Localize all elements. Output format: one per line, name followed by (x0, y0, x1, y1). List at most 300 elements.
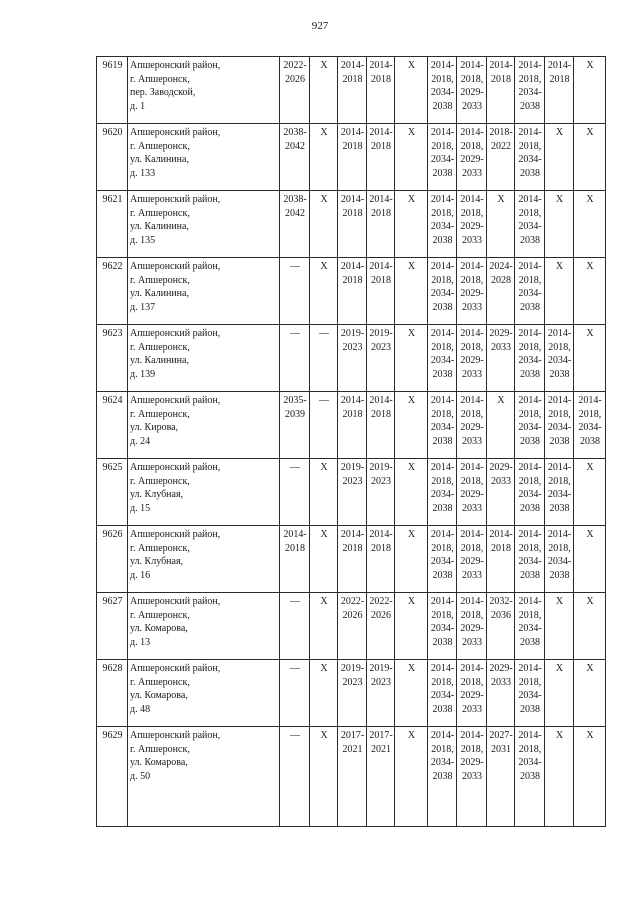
period-line: 2018, (431, 475, 454, 487)
period-line: X (586, 127, 594, 138)
period-line: 2018 (371, 73, 391, 85)
period-cell (395, 727, 428, 827)
period-line: 2018, (578, 408, 602, 420)
period-line: 2018, (548, 542, 571, 554)
address-line: Апшеронский район, (130, 529, 221, 540)
period-cell (428, 392, 457, 459)
period-cell (457, 191, 487, 258)
period-cell (574, 124, 606, 191)
period-cell (574, 459, 606, 526)
period-line: 2038 (580, 435, 600, 447)
period-line: 2018, (518, 609, 542, 621)
period-line: 2014- (340, 60, 365, 71)
period-line: 2034- (518, 623, 542, 634)
address-line: г. Апшеронск, (130, 274, 190, 286)
period-line: X (320, 663, 328, 674)
period-line: 2029- (460, 690, 484, 701)
period-line: X (555, 194, 564, 205)
period-line: 2031 (491, 743, 511, 755)
period-line: 2018- (489, 127, 513, 138)
address-cell (128, 660, 280, 727)
address-cell (128, 459, 280, 526)
period-line: 2038 (520, 636, 540, 648)
period-cell (487, 593, 515, 660)
period-line: — (290, 663, 300, 674)
address-line: ул. Комарова, (130, 690, 188, 701)
period-line: 2019- (340, 663, 365, 674)
period-cell (395, 124, 428, 191)
period-line: 2014- (430, 261, 455, 272)
period-cell (395, 325, 428, 392)
period-line: 2027- (489, 730, 513, 741)
period-line: 2034- (430, 87, 455, 98)
period-line: 2029- (460, 623, 484, 634)
row-number-cell: 9623 (97, 325, 128, 392)
period-cell (487, 258, 515, 325)
table-row (97, 191, 606, 258)
period-line: 2014- (430, 730, 455, 741)
period-line: 2021 (342, 743, 363, 755)
period-cell (428, 258, 457, 325)
address-line: Апшеронский район, (130, 596, 221, 607)
period-cell (545, 459, 574, 526)
period-line: 2038 (549, 502, 570, 514)
period-line: 2014- (547, 395, 572, 406)
period-cell (457, 57, 487, 124)
period-cell (457, 727, 487, 827)
period-line: 2018, (431, 341, 454, 353)
period-line: 2029- (460, 489, 484, 500)
period-cell (395, 258, 428, 325)
period-line: 2038 (549, 435, 570, 447)
period-line: 2018 (342, 207, 363, 219)
period-line: 2019- (369, 462, 393, 473)
address-line: ул. Калинина, (130, 355, 189, 366)
period-line: 2033 (491, 341, 511, 353)
period-line: X (320, 462, 328, 473)
period-cell (574, 727, 606, 827)
period-line: 2014- (460, 529, 484, 540)
period-line: 2018 (342, 73, 363, 85)
period-line: 2038 (432, 569, 453, 581)
period-line: 2038 (520, 502, 540, 514)
table-row (97, 526, 606, 593)
period-line: 2014- (369, 60, 393, 71)
period-cell (428, 727, 457, 827)
period-line: 2033 (462, 301, 482, 313)
address-line: г. Апшеронск, (130, 676, 190, 688)
period-line: 2014- (430, 194, 455, 205)
period-line: 2038- (283, 194, 307, 205)
period-cell (367, 459, 395, 526)
row-number-cell: 9625 (97, 459, 128, 526)
period-line: 2019- (369, 328, 393, 339)
period-line: 2038 (432, 100, 453, 112)
table-row (97, 727, 606, 827)
period-cell (457, 392, 487, 459)
address-line: ул. Комарова, (130, 757, 188, 768)
period-line: 2034- (518, 757, 542, 768)
period-line: 2026 (342, 609, 363, 621)
period-cell (280, 258, 310, 325)
period-line: 2038 (520, 301, 540, 313)
period-line: 2034- (430, 690, 455, 701)
period-line: X (497, 194, 505, 205)
period-line: 2014- (369, 529, 393, 540)
row-number-cell: 9626 (97, 526, 128, 593)
period-cell (574, 325, 606, 392)
period-cell (574, 660, 606, 727)
address-cell (128, 593, 280, 660)
period-line: 2034- (547, 556, 572, 567)
row-number-cell: 9622 (97, 258, 128, 325)
period-line: 2033 (462, 100, 482, 112)
period-line: 2018, (460, 207, 484, 219)
period-line: 2018, (431, 743, 454, 755)
period-cell (487, 191, 515, 258)
period-line: 2034- (518, 690, 542, 701)
period-line: X (407, 529, 416, 540)
period-line: X (555, 596, 564, 607)
address-line: г. Апшеронск, (130, 341, 190, 353)
period-line: 2018, (460, 140, 484, 152)
period-cell (515, 57, 545, 124)
period-cell (280, 727, 310, 827)
period-line: 2018, (518, 408, 542, 420)
address-line: Апшеронский район, (130, 127, 221, 138)
period-cell (280, 660, 310, 727)
period-line: 2033 (462, 167, 482, 179)
period-line: X (586, 462, 594, 473)
address-line: Апшеронский район, (130, 261, 221, 272)
period-line: 2038 (432, 301, 453, 313)
period-line: 2038 (520, 167, 540, 179)
period-line: 2014- (460, 60, 484, 71)
period-line: 2028 (491, 274, 511, 286)
period-line: 2042 (285, 207, 305, 219)
address-cell (128, 258, 280, 325)
period-line: 2033 (462, 770, 482, 782)
period-line: 2023 (342, 676, 363, 688)
period-line: 2014- (518, 395, 542, 406)
table-row (97, 392, 606, 459)
period-cell (574, 392, 606, 459)
period-cell (338, 325, 367, 392)
period-line: X (320, 60, 328, 71)
period-line: 2034- (518, 154, 542, 165)
period-line: 2018 (491, 542, 511, 554)
address-line: д. 137 (130, 301, 156, 313)
period-line: 2018, (460, 408, 484, 420)
period-cell (367, 124, 395, 191)
period-cell (338, 459, 367, 526)
period-line: 2014- (518, 261, 542, 272)
period-line: 2029- (460, 87, 484, 98)
period-line: 2014- (340, 194, 365, 205)
period-cell (428, 325, 457, 392)
period-line: 2033 (462, 502, 482, 514)
period-line: 2017- (369, 730, 393, 741)
period-line: 2034- (430, 422, 455, 433)
period-line: 2034- (430, 221, 455, 232)
period-cell (457, 660, 487, 727)
period-line: 2019- (340, 462, 365, 473)
period-cell (310, 57, 338, 124)
period-cell (338, 57, 367, 124)
period-line: 2023 (371, 676, 391, 688)
period-line: 2014- (430, 60, 455, 71)
address-line: ул. Клубная, (130, 489, 184, 500)
period-cell (395, 593, 428, 660)
period-cell (515, 325, 545, 392)
period-line: — (319, 395, 329, 406)
period-cell (574, 593, 606, 660)
period-line: 2034- (430, 355, 455, 366)
period-line: X (586, 194, 594, 205)
period-line: 2014- (430, 529, 455, 540)
period-cell (338, 660, 367, 727)
period-line: 2014- (460, 395, 484, 406)
period-cell (428, 191, 457, 258)
row-number-cell: 9624 (97, 392, 128, 459)
table-row (97, 258, 606, 325)
period-line: 2018, (431, 609, 454, 621)
period-line: X (407, 395, 416, 406)
period-line: 2038 (520, 770, 540, 782)
period-cell (338, 727, 367, 827)
period-line: 2014- (547, 60, 572, 71)
period-line: — (290, 730, 300, 741)
period-line: 2023 (342, 341, 363, 353)
period-line: 2014- (518, 194, 542, 205)
address-line: д. 48 (130, 703, 151, 715)
period-cell (545, 124, 574, 191)
period-line: X (497, 395, 505, 406)
period-line: X (586, 261, 594, 272)
period-line: 2034- (518, 422, 542, 433)
period-cell (487, 727, 515, 827)
period-line: 2014- (547, 462, 572, 473)
address-cell (128, 57, 280, 124)
period-line: 2018, (518, 743, 542, 755)
period-line: 2018 (549, 73, 570, 85)
period-line: 2019- (369, 663, 393, 674)
period-line: 2038 (520, 569, 540, 581)
address-line: Апшеронский район, (130, 395, 221, 406)
period-line: 2034- (578, 422, 602, 433)
period-line: 2034- (430, 288, 455, 299)
period-cell (395, 660, 428, 727)
period-cell (367, 526, 395, 593)
period-line: 2022- (340, 596, 365, 607)
building-registry-table (96, 56, 606, 827)
period-line: 2014- (430, 395, 455, 406)
period-cell (574, 258, 606, 325)
period-cell (457, 124, 487, 191)
period-cell (395, 57, 428, 124)
period-line: 2018, (518, 274, 542, 286)
period-cell (395, 392, 428, 459)
period-line: 2014- (369, 261, 393, 272)
address-line: Апшеронский район, (130, 663, 221, 674)
address-line: г. Апшеронск, (130, 73, 190, 85)
row-number-cell: 9619 (97, 57, 128, 124)
row-number-cell: 9627 (97, 593, 128, 660)
period-cell (367, 191, 395, 258)
period-line: 2038 (432, 703, 453, 715)
period-cell (487, 325, 515, 392)
period-line: 2018 (285, 542, 305, 554)
address-line: ул. Калинина, (130, 154, 189, 165)
period-line: X (407, 462, 416, 473)
period-cell (487, 124, 515, 191)
period-line: 2038 (432, 770, 453, 782)
period-line: 2014- (518, 127, 542, 138)
period-line: 2032- (489, 596, 513, 607)
period-cell (545, 57, 574, 124)
period-cell (428, 459, 457, 526)
period-line: 2034- (518, 355, 542, 366)
period-line: 2014- (489, 529, 513, 540)
period-cell (280, 526, 310, 593)
period-line: 2026 (285, 73, 305, 85)
address-line: Апшеронский район, (130, 60, 221, 71)
period-line: X (407, 328, 416, 339)
period-line: 2018, (460, 542, 484, 554)
address-line: г. Апшеронск, (130, 207, 190, 219)
period-line: X (320, 194, 328, 205)
period-cell (310, 727, 338, 827)
period-cell (515, 727, 545, 827)
period-line: X (320, 127, 328, 138)
period-cell (545, 727, 574, 827)
period-cell (457, 593, 487, 660)
period-line: 2014- (369, 127, 393, 138)
period-line: X (555, 261, 564, 272)
period-line: 2018, (431, 73, 454, 85)
period-line: X (555, 663, 564, 674)
period-line: 2014- (430, 127, 455, 138)
period-cell (457, 459, 487, 526)
period-line: 2018, (548, 341, 571, 353)
period-line: 2014- (518, 730, 542, 741)
period-line: X (320, 261, 328, 272)
period-cell (457, 258, 487, 325)
period-cell (367, 593, 395, 660)
period-cell (515, 459, 545, 526)
period-line: 2029- (489, 462, 513, 473)
address-line: Апшеронский район, (130, 328, 221, 339)
period-line: 2034- (430, 154, 455, 165)
period-line: 2014- (430, 596, 455, 607)
period-cell (545, 526, 574, 593)
period-line: 2029- (460, 422, 484, 433)
period-line: X (586, 328, 594, 339)
period-cell (515, 392, 545, 459)
period-line: 2018 (342, 408, 363, 420)
period-cell (367, 325, 395, 392)
period-line: 2029- (489, 328, 513, 339)
period-cell (280, 191, 310, 258)
period-line: 2014- (460, 127, 484, 138)
period-line: X (586, 60, 594, 71)
address-line: г. Апшеронск, (130, 140, 190, 152)
address-cell (128, 392, 280, 459)
period-line: X (407, 127, 416, 138)
period-line: 2023 (342, 475, 363, 487)
period-line: 2018, (548, 475, 571, 487)
period-line: 2014- (518, 529, 542, 540)
period-line: 2018, (460, 743, 484, 755)
period-cell (280, 325, 310, 392)
period-line: 2014- (430, 663, 455, 674)
period-line: X (586, 730, 594, 741)
period-line: 2014- (547, 529, 572, 540)
period-line: 2014- (460, 663, 484, 674)
address-line: д. 139 (130, 368, 156, 380)
address-line: пер. Заводской, (130, 87, 196, 98)
period-line: 2018, (431, 207, 454, 219)
period-line: 2018 (371, 408, 391, 420)
period-line: 2014- (460, 462, 484, 473)
period-line: X (320, 529, 328, 540)
period-line: X (320, 730, 328, 741)
address-cell (128, 191, 280, 258)
period-line: 2033 (462, 636, 482, 648)
table-row (97, 124, 606, 191)
period-line: 2018, (460, 341, 484, 353)
period-line: 2029- (460, 221, 484, 232)
period-line: X (407, 60, 416, 71)
period-line: — (319, 328, 329, 339)
period-cell (574, 57, 606, 124)
period-cell (280, 124, 310, 191)
period-cell (545, 593, 574, 660)
period-line: 2018, (431, 676, 454, 688)
period-line: 2014- (340, 395, 365, 406)
period-line: 2014- (547, 328, 572, 339)
period-line: 2018, (431, 542, 454, 554)
period-cell (545, 191, 574, 258)
period-line: 2018 (371, 274, 391, 286)
period-line: 2014- (283, 529, 307, 540)
period-line: 2034- (547, 489, 572, 500)
table-row (97, 57, 606, 124)
period-cell (280, 392, 310, 459)
period-cell (310, 191, 338, 258)
period-line: 2038 (520, 234, 540, 246)
period-cell (395, 191, 428, 258)
row-number-cell: 9621 (97, 191, 128, 258)
period-line: X (555, 127, 564, 138)
period-cell (338, 124, 367, 191)
period-line: 2039 (285, 408, 305, 420)
period-cell (457, 325, 487, 392)
period-line: 2029- (489, 663, 513, 674)
period-cell (515, 593, 545, 660)
address-line: ул. Комарова, (130, 623, 188, 634)
period-line: 2034- (430, 489, 455, 500)
period-line: 2014- (460, 261, 484, 272)
period-cell (395, 526, 428, 593)
period-line: 2035- (283, 395, 307, 406)
period-cell (367, 660, 395, 727)
period-line: 2022 (491, 140, 511, 152)
period-line: 2018, (518, 475, 542, 487)
period-line: 2038 (432, 502, 453, 514)
address-line: г. Апшеронск, (130, 475, 190, 487)
period-cell (515, 191, 545, 258)
